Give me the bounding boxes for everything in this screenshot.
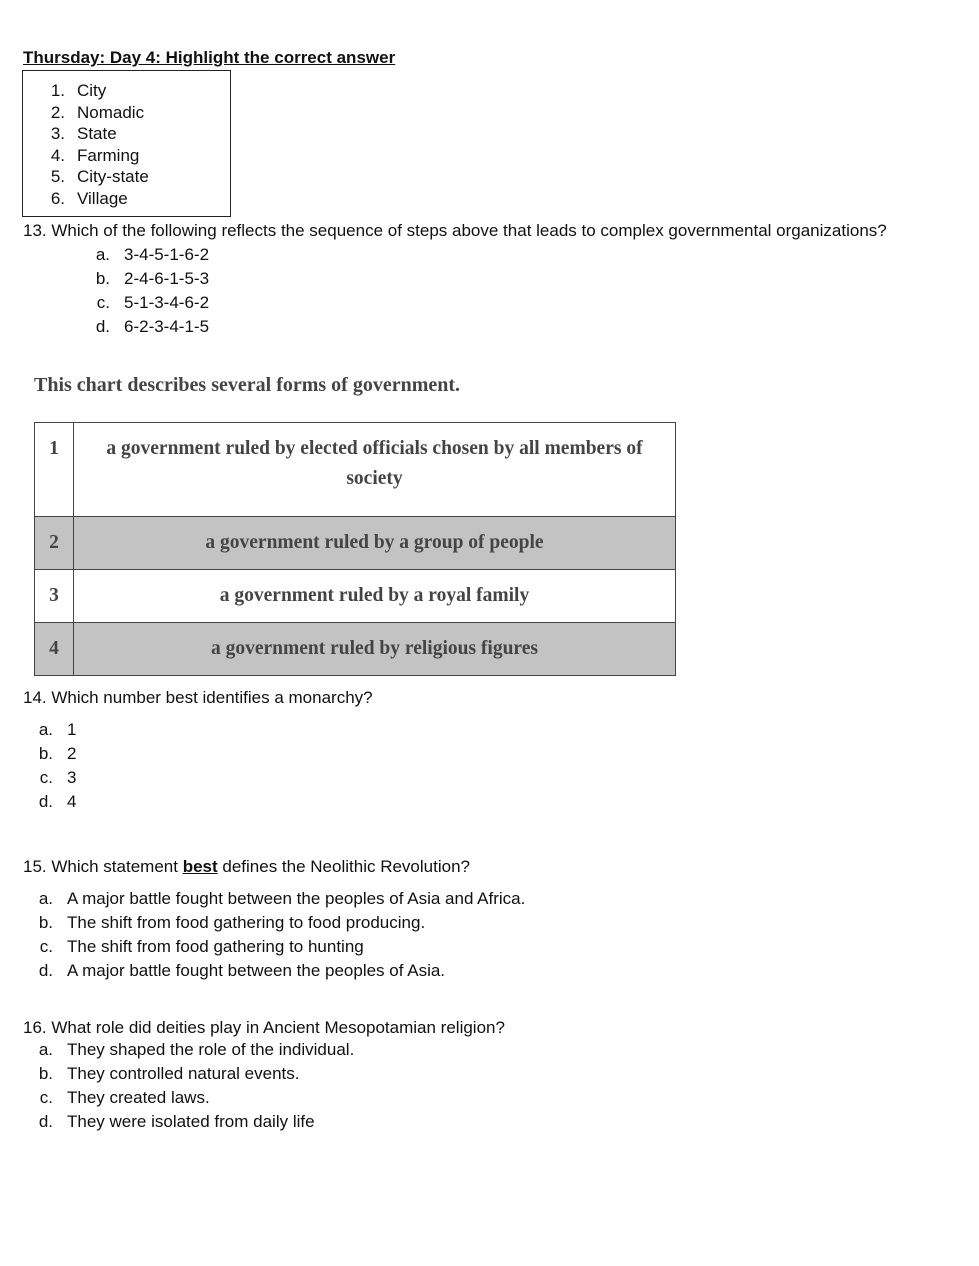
answer-option[interactable]: c. 5-1-3-4-6-2	[96, 293, 210, 312]
worksheet-heading: Thursday: Day 4: Highlight the correct answer	[23, 48, 396, 67]
answer-option[interactable]: c. 3	[39, 768, 77, 787]
answer-option[interactable]: b. The shift from food gathering to food producing.	[38, 913, 426, 932]
answer-option[interactable]: b. 2	[38, 744, 77, 763]
answer-option[interactable]: a. 3-4-5-1-6-2	[95, 245, 210, 264]
answer-option[interactable]: d. They were isolated from daily life	[38, 1112, 315, 1131]
row-description: a government ruled by a royal family	[74, 570, 676, 623]
answer-option[interactable]: a. They shaped the role of the individual.	[38, 1040, 355, 1059]
steps-list	[23, 80, 149, 210]
row-number: 4	[35, 623, 74, 676]
question-13: 13. Which of the following reflects the sequence of steps above that leads to complex governmental organizations?	[23, 221, 887, 240]
answer-option[interactable]: b. 2-4-6-1-5-3	[95, 269, 210, 288]
question-14-options	[0, 718, 76, 814]
question-16-options	[0, 1038, 354, 1134]
answer-option[interactable]: a. 1	[38, 720, 77, 739]
step-item[interactable]: 3. State	[50, 124, 117, 144]
answer-option[interactable]: b. They controlled natural events.	[38, 1064, 300, 1083]
chart-caption: This chart describes several forms of government.	[34, 374, 461, 396]
answer-option[interactable]: a. A major battle fought between the peoples of Asia and Africa.	[38, 889, 526, 908]
answer-option[interactable]: c. They created laws.	[39, 1088, 210, 1107]
step-item[interactable]: 5. City-state	[50, 167, 149, 187]
question-13-options	[0, 243, 209, 339]
emphasis-best: best	[182, 857, 218, 876]
question-15-options	[0, 887, 525, 983]
government-chart	[34, 422, 676, 676]
question-14: 14. Which number best identifies a monarchy?	[23, 688, 373, 707]
answer-option[interactable]: d. 6-2-3-4-1-5	[95, 317, 210, 336]
answer-option[interactable]: d. A major battle fought between the peoples of Asia.	[38, 961, 446, 980]
step-item[interactable]: 4. Farming	[50, 145, 140, 165]
chart-row	[35, 570, 676, 623]
step-item[interactable]: 2. Nomadic	[50, 102, 145, 122]
row-number: 1	[35, 423, 74, 517]
step-item[interactable]: 6. Village	[50, 188, 128, 208]
row-description: a government ruled by religious figures	[74, 623, 676, 676]
chart-row	[35, 623, 676, 676]
chart-row	[35, 423, 676, 517]
question-16: 16. What role did deities play in Ancient Mesopotamian religion?	[23, 1018, 505, 1037]
steps-box	[22, 70, 231, 217]
row-description: a government ruled by a group of people	[74, 517, 676, 570]
row-number: 3	[35, 570, 74, 623]
answer-option[interactable]: c. The shift from food gathering to hunting	[39, 937, 364, 956]
chart-row	[35, 517, 676, 570]
row-number: 2	[35, 517, 74, 570]
step-item[interactable]: 1. City	[50, 81, 107, 100]
answer-option[interactable]: d. 4	[38, 792, 77, 811]
question-15: 15. Which statement best defines the Neolithic Revolution?	[23, 857, 470, 876]
row-description: a government ruled by elected officials chosen by all members of society	[74, 423, 676, 517]
